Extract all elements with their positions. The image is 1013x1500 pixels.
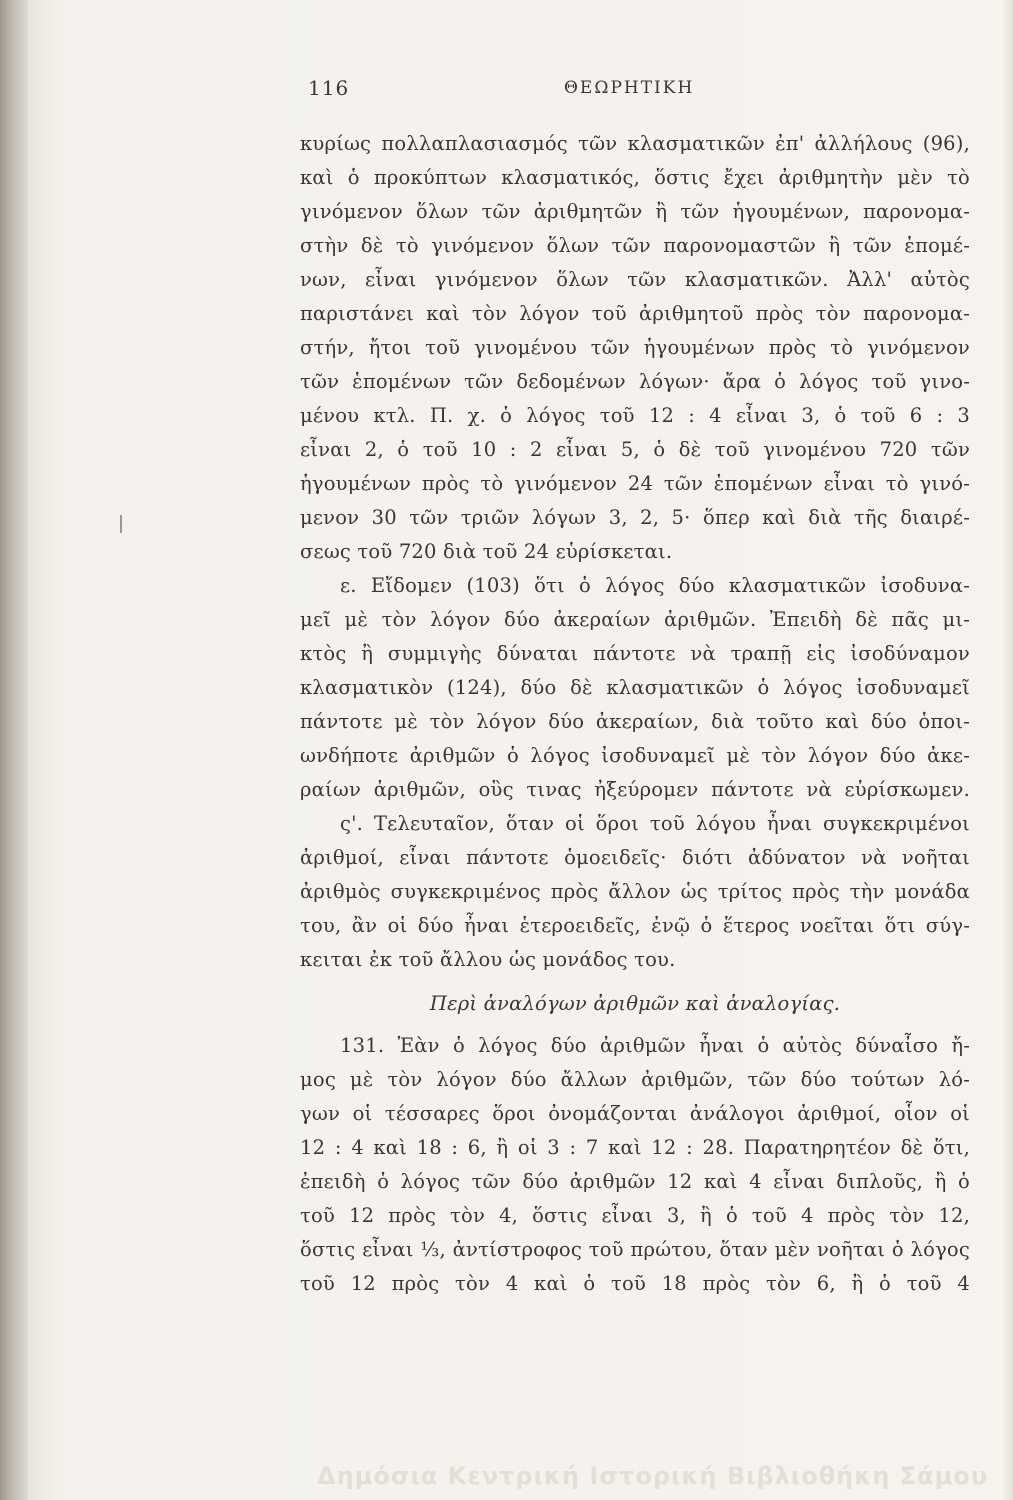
page-number: 116 bbox=[308, 76, 350, 100]
text-line: εἶναι 2, ὁ τοῦ 10 : 2 εἶναι 5, ὁ δὲ τοῦ γινομένου 720 τῶν bbox=[300, 438, 970, 461]
text-line: καὶ ὁ προκύπτων κλασματικός, ὅστις ἔχει ἀριθμητὴν μὲν τὸ bbox=[300, 166, 970, 189]
text-line: στήν, ἤτοι τοῦ γινομένου τῶν ἡγουμένων πρὸς τὸ γινόμενον bbox=[300, 336, 970, 359]
text-line: κτὸς ἢ συμμιγὴς δύναται πάντοτε νὰ τραπῇ εἰς ἰσοδύναμον bbox=[300, 642, 970, 665]
text-line: ὅστις εἶναι ⅓, ἀντίστροφος τοῦ πρώτου, ὅταν μὲν νοῆται ὁ λόγος bbox=[300, 1238, 970, 1261]
text-line: ωνδήποτε ἀριθμῶν ὁ λόγος ἰσοδυναμεῖ μὲ τὸν λόγον δύο ἀκε- bbox=[300, 744, 970, 767]
text-line: γων οἱ τέσσαρες ὅροι ὀνομάζονται ἀνάλογοι ἀριθμοί, οἷον οἱ bbox=[300, 1102, 970, 1125]
margin-mark bbox=[120, 515, 122, 533]
text-line: 131. Ἐὰν ὁ λόγος δύο ἀριθμῶν ἦναι ὁ αὐτὸς δύναἶσο ἤ- bbox=[340, 1034, 970, 1057]
page-header bbox=[308, 76, 962, 112]
text-line: μεῖ μὲ τὸν λόγον δύο ἀκεραίων ἀριθμῶν. Ἐπειδὴ δὲ πᾶς μι- bbox=[300, 608, 970, 631]
text-line: ραίων ἀριθμῶν, οὓς τινας ἠξεύρομεν πάντοτε νὰ εὑρίσκωμεν. bbox=[300, 778, 970, 801]
section-heading: Περὶ ἀναλόγων ἀριθμῶν καὶ ἀναλογίας. bbox=[429, 992, 841, 1015]
text-line: ἡγουμένων πρὸς τὸ γινόμενον 24 τῶν ἑπομένων εἶναι τὸ γινό- bbox=[300, 472, 970, 495]
text-line: ἐπειδὴ ὁ λόγος τῶν δύο ἀριθμῶν 12 καὶ 4 εἶναι διπλοῦς, ἢ ὁ bbox=[300, 1170, 970, 1193]
text-line: ε. Εἴδομεν (103) ὅτι ὁ λόγος δύο κλασματικῶν ἰσοδυνα- bbox=[340, 574, 970, 597]
text-line: ἀριθμὸς συγκεκριμένος πρὸς ἄλλον ὡς τρίτος πρὸς τὴν μονάδα bbox=[300, 880, 970, 903]
text-line: γινόμενον ὅλων τῶν ἀριθμητῶν ἢ τῶν ἡγουμένων, παρονομα- bbox=[300, 200, 970, 223]
text-line: τῶν ἑπομένων τῶν δεδομένων λόγων· ἄρα ὁ λόγος τοῦ γινο- bbox=[300, 370, 970, 393]
text-line: παριστάνει καὶ τὸν λόγον τοῦ ἀριθμητοῦ πρὸς τὸν παρονομα- bbox=[300, 302, 970, 325]
text-line: τοῦ 12 πρὸς τὸν 4, ὅστις εἶναι 3, ἢ ὁ τοῦ 4 πρὸς τὸν 12, bbox=[300, 1204, 970, 1227]
body-text bbox=[300, 127, 970, 1301]
book-binding-edge bbox=[0, 0, 28, 1500]
text-line: ς'. Τελευταῖον, ὅταν οἱ ὅροι τοῦ λόγου ἦναι συγκεκριμένοι bbox=[340, 812, 970, 835]
text-line: πάντοτε μὲ τὸν λόγον δύο ἀκεραίων, διὰ τοῦτο καὶ δύο ὁποι- bbox=[300, 710, 970, 733]
text-line: κλασματικὸν (124), δύο δὲ κλασματικῶν ὁ λόγος ἰσοδυναμεῖ bbox=[300, 676, 970, 699]
text-line: στὴν δὲ τὸ γινόμενον ὅλων τῶν παρονομαστῶν ἢ τῶν ἑπομέ- bbox=[300, 234, 970, 257]
text-line: σεως τοῦ 720 διὰ τοῦ 24 εὑρίσκεται. bbox=[300, 540, 673, 563]
text-line: μος μὲ τὸν λόγον δύο ἄλλων ἀριθμῶν, τῶν δύο τούτων λό- bbox=[300, 1068, 970, 1091]
page-right-edge bbox=[1001, 0, 1013, 1500]
text-line: τοῦ 12 πρὸς τὸν 4 καὶ ὁ τοῦ 18 πρὸς τὸν 6, ἢ ὁ τοῦ 4 bbox=[300, 1272, 970, 1295]
text-line: κυρίως πολλαπλασιασμός τῶν κλασματικῶν ἐπ' ἀλλήλους (96), bbox=[300, 132, 970, 155]
text-line: κειται ἐκ τοῦ ἄλλου ὡς μονάδος του. bbox=[300, 948, 676, 971]
text-line: ἀριθμοί, εἶναι πάντοτε ὁμοειδεῖς· διότι ἀδύνατον νὰ νοῆται bbox=[300, 846, 970, 869]
text-line: του, ἂν οἱ δύο ἦναι ἑτεροειδεῖς, ἐνῷ ὁ ἕτερος νοεῖται ὅτι σύγ- bbox=[300, 914, 970, 937]
text-line: μενον 30 τῶν τριῶν λόγων 3, 2, 5· ὅπερ καὶ διὰ τῆς διαιρέ- bbox=[300, 506, 970, 529]
library-watermark: Δημόσια Κεντρική Ιστορική Βιβλιοθήκη Σάμου bbox=[317, 1462, 988, 1490]
text-line: 12 : 4 καὶ 18 : 6, ἢ οἱ 3 : 7 καὶ 12 : 28. Παρατηρητέον δὲ ὅτι, bbox=[300, 1136, 970, 1159]
text-line: νων, εἶναι γινόμενον ὅλων τῶν κλασματικῶν. Ἀλλ' αὐτὸς bbox=[300, 268, 970, 291]
running-head: ΘΕΩΡΗΤΙΚΗ bbox=[564, 78, 695, 98]
text-line: μένου κτλ. Π. χ. ὁ λόγος τοῦ 12 : 4 εἶναι 3, ὁ τοῦ 6 : 3 bbox=[300, 404, 970, 427]
